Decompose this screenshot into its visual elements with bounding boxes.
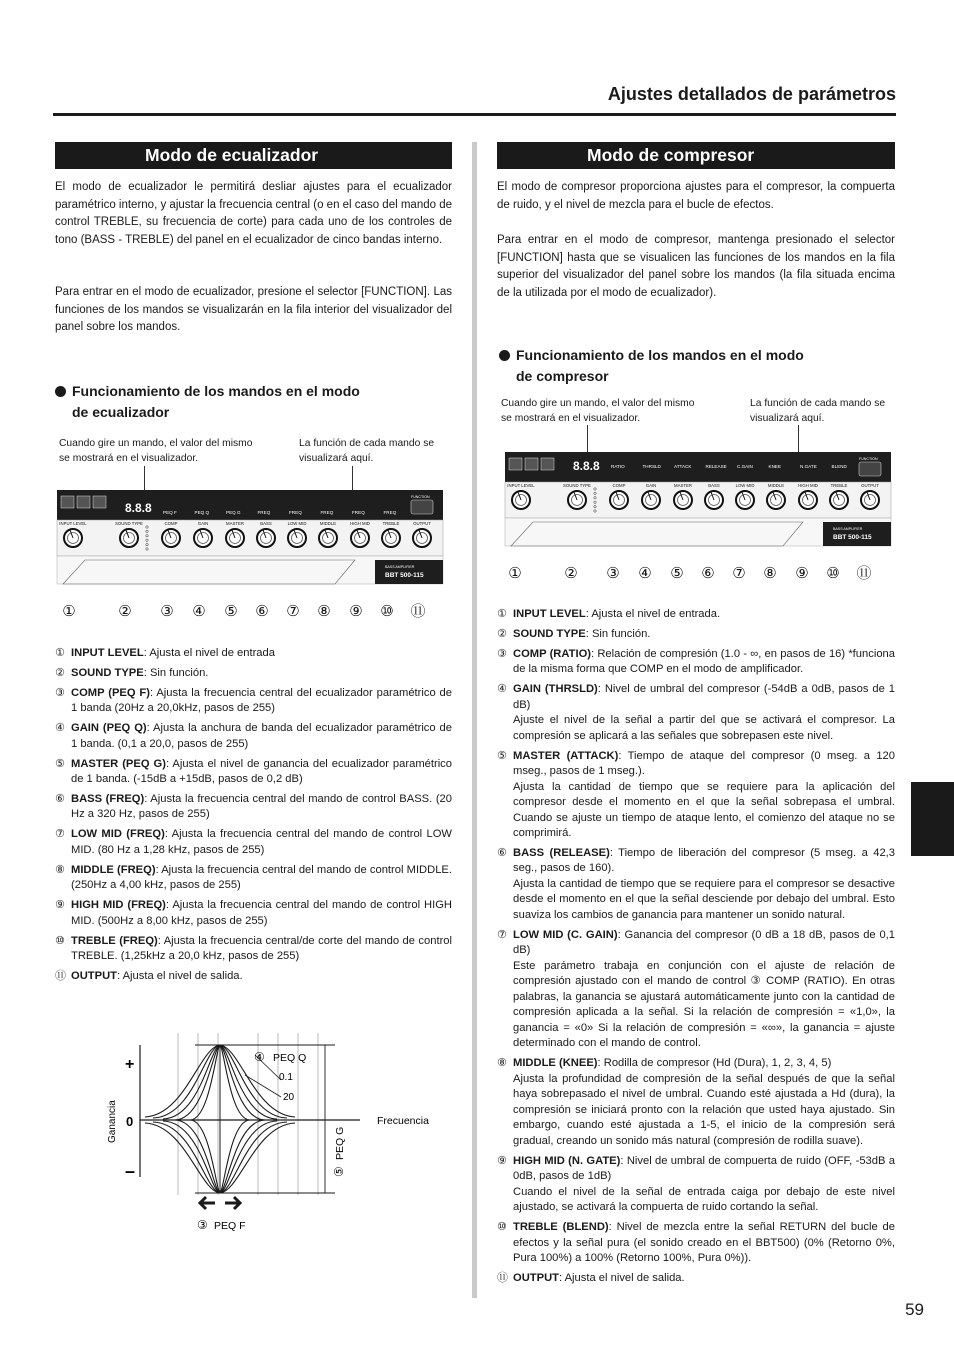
item-description: : Nivel de mezcla entre la señal RETURN del bucle de efectos y la señal pura (el sonido creado en el BBT500) (0% (Retorno 0%, Pura 100%) a 100% (Retorno 100%, Pura 0%)).	[513, 1221, 896, 1265]
item-name: TREBLE (BLEND)	[513, 1221, 609, 1234]
item-number: ⑪	[497, 1271, 508, 1284]
item-number: ③	[55, 686, 65, 699]
panel-display-label: N.GATE	[800, 464, 817, 469]
item-name: COMP (PEQ F)	[71, 686, 150, 699]
eq-list-item	[55, 827, 452, 858]
panel-display-label: C.GAIN	[737, 464, 753, 469]
panel-display-label: THRSLD	[642, 464, 661, 469]
item-description: : Ajusta la frecuencia central/de corte del mando de control TREBLE. (1,25kHz a 20,0 kHz, pasos de 255)	[71, 934, 452, 963]
item-name: MASTER (ATTACK)	[513, 749, 619, 762]
eq-list-item	[55, 934, 452, 965]
panel-callout-number: ④	[638, 565, 652, 582]
item-number: ④	[55, 722, 65, 735]
panel-preset-button[interactable]	[541, 458, 554, 470]
item-name: MIDDLE (FREQ)	[71, 863, 156, 876]
peq-f-label: PEQ F	[214, 1220, 246, 1232]
panel-knob-label: HIGH MID	[798, 483, 818, 488]
comp-subheading	[499, 345, 899, 387]
item-number: ①	[55, 647, 65, 659]
eq-panel-illustration	[55, 488, 445, 623]
panel-knob-label: SOUND TYPE	[563, 483, 591, 488]
comp-list-item	[497, 627, 895, 643]
panel-display-label: KNEE	[768, 464, 782, 469]
panel-knob-label: COMP	[164, 521, 178, 526]
item-description: : Sin función.	[585, 627, 651, 640]
panel-display-label: RELEASE	[705, 464, 727, 469]
item-number: ②	[497, 627, 507, 640]
panel-knob-label: INPUT LEVEL	[507, 483, 535, 488]
panel-callout-number: ③	[606, 565, 620, 582]
peq-q-label: PEQ Q	[273, 1052, 307, 1064]
item-note: Ajusta la cantidad de tiempo que se requiere para el compresor se desactive desde el momento en el que la señal desciende por debajo del umbral. Esto suaviza los cambios de ganancia para mantener un sonido natural.	[513, 877, 895, 921]
panel-knob-label: OUTPUT	[413, 521, 431, 526]
item-description: : Ajusta la frecuencia central del ecualizador paramétrico de 1 banda (20Hz a 20,0kHz, pasos de 255)	[71, 686, 452, 715]
comp-list-item	[497, 1220, 895, 1267]
item-name: LOW MID (FREQ)	[71, 828, 165, 841]
item-name: SOUND TYPE	[513, 627, 586, 640]
panel-callout-number: ⑥	[255, 603, 269, 620]
item-number: ⑤	[497, 749, 507, 762]
item-number: ⑥	[497, 846, 507, 859]
panel-display-label: PEQ Q	[194, 510, 210, 515]
panel-model-name: BBT 500-115	[385, 572, 424, 579]
panel-knob-label: SOUND TYPE	[115, 521, 143, 526]
item-name: TREBLE (FREQ)	[71, 934, 158, 947]
item-number: ④	[497, 683, 507, 696]
panel-preset-button[interactable]	[77, 496, 90, 508]
item-description: : Ajusta el nivel de entrada.	[585, 608, 721, 620]
item-number: ⑧	[497, 1057, 507, 1070]
item-name: HIGH MID (FREQ)	[71, 899, 166, 912]
eq-list-item	[55, 969, 452, 985]
peq-f-num: ③	[197, 1218, 208, 1232]
function-button[interactable]	[411, 500, 433, 514]
panel-model-small: BASS AMPLIFIER	[385, 565, 415, 569]
panel-knob-label: GAIN	[645, 483, 657, 488]
item-number: ⑦	[55, 828, 65, 841]
eq-intro-1: El modo de ecualizador le permitirá desliar ajustes para el ecualizador paramétrico interno, y ajustar la frecuencia central (o en el caso del mando de control TREBLE, su frecuencia de corte) para cada uno de los controles de tono (BASS - TREBLE) del panel en el ecualizador de cinco bandas interno.	[55, 181, 452, 246]
peq-q-num: ④	[254, 1050, 265, 1064]
comp-intro-1: El modo de compresor proporciona ajustes para el compresor, la compuerta de ruido, y el nivel de mezcla para el bucle de efectos.	[497, 181, 895, 211]
panel-knob-label: INPUT LEVEL	[59, 521, 87, 526]
comp-amp-panel	[503, 450, 893, 585]
eq-callout-left: Cuando gire un mando, el valor del mismo se mostrará en el visualizador.	[59, 438, 253, 464]
item-name: MASTER (PEQ G)	[71, 757, 166, 770]
eq-amp-panel	[55, 488, 445, 623]
item-name: GAIN (PEQ Q)	[71, 722, 147, 735]
panel-model-name: BBT 500-115	[833, 534, 872, 541]
peq-graph	[95, 1025, 455, 1235]
panel-callout-number: ⑩	[380, 603, 394, 620]
item-number: ①	[497, 608, 507, 620]
item-name: GAIN (THRSLD)	[513, 683, 598, 696]
comp-list-item	[497, 647, 895, 678]
panel-display-label: FREQ	[320, 510, 334, 515]
item-description: : Ajusta el nivel de salida.	[117, 969, 243, 982]
comp-list-item	[497, 749, 895, 842]
item-description: : Sin función.	[143, 666, 209, 679]
bullet-icon	[499, 350, 510, 361]
panel-display-label: BLEND	[831, 464, 847, 469]
bullet-icon	[55, 386, 66, 397]
eq-section-title: Modo de ecualizador	[55, 142, 452, 169]
panel-callout-number: ①	[62, 603, 76, 620]
item-description: : Nivel de umbral de compuerta de ruido (OFF, -53dB a 0dB, pasos de 1dB)	[513, 1154, 896, 1183]
panel-display-label: RATIO	[611, 464, 625, 469]
panel-knob-label: BASS	[708, 483, 720, 488]
item-number: ③	[497, 647, 507, 660]
comp-list-item	[497, 1056, 895, 1149]
panel-callout-number: ⑪	[856, 565, 872, 582]
panel-callout-number: ⑤	[224, 603, 238, 620]
panel-display-label: FREQ	[352, 510, 365, 515]
item-note: Ajusta la cantidad de tiempo que se requiere para la aplicación del compresor desde el momento en el que la señal sobrepasa el umbral. Cuando se ajuste un tiempo de ataque lento, el comienzo del ataque no se comprimirá.	[513, 780, 895, 840]
panel-display-label: ATTACK	[674, 464, 692, 469]
comp-subheading-line2: de compresor	[516, 368, 609, 384]
panel-knob-label: TREBLE	[830, 483, 848, 488]
item-name: COMP (RATIO)	[513, 647, 592, 660]
comp-intro-2: Para entrar en el modo de compresor, mantenga presionado el selector [FUNCTION] hasta que se visualicen las funciones de los mandos en la fila superior del visualizador del panel sobre los mandos (la fila situada encima de la utilizada por el modo de ecualizador).	[497, 234, 895, 299]
panel-knob-label: MASTER	[674, 483, 692, 488]
function-button-label: FUNCTION	[411, 495, 430, 499]
panel-knob-label: TREBLE	[382, 521, 400, 526]
item-number: ⑨	[497, 1154, 507, 1167]
item-name: SOUND TYPE	[71, 666, 144, 679]
eq-list-item	[55, 721, 452, 752]
comp-list-item	[497, 846, 895, 924]
section-thumb-tab	[911, 782, 954, 856]
panel-callout-number: ①	[508, 565, 522, 582]
eq-subheading	[55, 381, 455, 423]
item-name: BASS (FREQ)	[71, 792, 145, 805]
item-name: BASS (RELEASE)	[513, 846, 610, 859]
graph-minus-label: –	[125, 1161, 136, 1181]
eq-list-item	[55, 686, 452, 717]
graph-plus-label: +	[125, 1056, 135, 1073]
item-number: ⑦	[497, 928, 507, 941]
panel-callout-number: ③	[160, 603, 174, 620]
item-number: ⑨	[55, 899, 65, 912]
item-number: ⑩	[55, 934, 65, 947]
panel-display-digits: 8.8.8	[573, 459, 600, 473]
panel-display-label: FREQ	[257, 510, 271, 515]
comp-callout-right: La función de cada mando se visualizará aquí.	[750, 398, 886, 424]
item-description: : Rodilla de compresor (Hd (Dura), 1, 2, 3, 4, 5)	[597, 1057, 832, 1070]
panel-callout-number: ⑧	[763, 565, 777, 582]
item-description: : Ajusta el nivel de salida.	[559, 1271, 685, 1284]
panel-callout-number: ⑨	[795, 565, 809, 582]
item-note: Ajuste el nivel de la señal a partir del que se activará el compresor. La compresión se aplicará a las señales que sobrepasen este nivel.	[513, 714, 895, 742]
comp-list-item	[497, 682, 895, 744]
comp-panel-illustration	[503, 450, 893, 585]
page-header-title: Ajustes detallados de parámetros	[607, 84, 896, 104]
header-rule	[53, 113, 896, 116]
item-description: : Ajusta el nivel de ganancia del ecualizador paramétrico de 1 banda. (-15dB a +15dB, pasos de 0,2 dB)	[71, 757, 452, 786]
panel-callout-number: ⑨	[349, 603, 363, 620]
function-button[interactable]	[859, 462, 881, 476]
panel-preset-button[interactable]	[93, 496, 106, 508]
panel-display-label: PEQ G	[226, 510, 241, 515]
panel-preset-button[interactable]	[61, 496, 74, 508]
item-description: : Tiempo de ataque del compresor (0 mseg. a 120 mseg., pasos de 1 mseg.).	[513, 749, 895, 778]
eq-knob-list	[55, 646, 452, 989]
panel-callout-number: ⑦	[732, 565, 746, 582]
item-number: ⑩	[497, 1221, 507, 1234]
item-number: ⑧	[55, 863, 65, 876]
item-name: MIDDLE (KNEE)	[513, 1057, 598, 1070]
item-number: ⑪	[55, 969, 66, 982]
item-name: INPUT LEVEL	[71, 647, 144, 659]
function-button-label: FUNCTION	[859, 457, 878, 461]
item-description: : Ajusta la frecuencia central del mando de control HIGH MID. (500Hz a 8,00 kHz, pasos de 255)	[71, 899, 452, 927]
comp-list-item	[497, 1271, 895, 1287]
peq-g-num: ⑤	[332, 1166, 346, 1177]
comp-subheading-line1: Funcionamiento de los mandos en el modo	[516, 347, 804, 363]
graph-x-label: Frecuencia	[377, 1115, 429, 1127]
panel-display-label: FREQ	[289, 510, 302, 515]
panel-callout-number: ⑥	[701, 565, 715, 582]
item-number: ⑥	[55, 792, 65, 805]
panel-callout-number: ⑧	[317, 603, 331, 620]
panel-callout-number: ⑩	[826, 565, 840, 582]
item-name: OUTPUT	[71, 969, 117, 982]
eq-list-item	[55, 666, 452, 682]
page-number: 59	[905, 1300, 924, 1319]
item-description: : Ajusta la anchura de banda del ecualizador paramétrico de 1 banda. (0,1 a 20,0, pasos de 255)	[71, 722, 452, 750]
item-number: ⑤	[55, 757, 65, 770]
item-description: : Ajusta la frecuencia central del mando de control MIDDLE. (250Hz a 4,00 kHz, pasos de 255)	[71, 863, 452, 892]
eq-list-item	[55, 898, 452, 929]
item-name: LOW MID (C. GAIN)	[513, 928, 618, 941]
comp-list-item	[497, 1154, 895, 1216]
comp-list-item	[497, 928, 895, 1052]
comp-section-title: Modo de compresor	[497, 142, 895, 169]
peq-q-high: 20	[283, 1092, 295, 1103]
item-number: ②	[55, 666, 65, 679]
eq-callout-right: La función de cada mando se visualizará aquí.	[299, 438, 435, 464]
graph-y-label: Ganancia	[107, 1100, 118, 1143]
peq-g-label: PEQ G	[334, 1126, 346, 1160]
peq-q-low: 0.1	[279, 1072, 293, 1083]
panel-callout-number: ②	[564, 565, 578, 582]
item-description: : Relación de compresión (1.0 - ∞, en pasos de 16) *funciona de la misma forma que COMP en el modo de amplificador.	[513, 647, 895, 676]
item-description: : Nivel de umbral del compresor (-54dB a 0dB, pasos de 1 dB)	[513, 683, 895, 711]
item-description: : Ganancia del compresor (0 dB a 18 dB, pasos de 0,1 dB)	[513, 928, 895, 957]
comp-list-item	[497, 607, 895, 623]
item-note: Ajusta la profundidad de compresión de la señal después de que la señal haya sobrepasado el nivel de umbral. Cuando esté ajustada a Hd (dura), la compresión se iniciará pronto con la relación que usted haya ajustado. Sin embargo, cuando esté ajustada a 1-5, el inicio de la compresión será gradual, creando un sonido más natural (compresión de rodilla suave).	[513, 1072, 895, 1147]
panel-knob-label: LOW MID	[287, 521, 307, 526]
item-description: : Tiempo de liberación del compresor (5 mseg. a 42,3 seg., pasos de 160).	[513, 846, 895, 875]
panel-display-label: FREQ	[383, 510, 397, 515]
item-note: Este parámetro trabaja en conjunción con el ajuste de relación de compresión ajustado con el mando de control ③ COMP (RATIO). En otras palabras, la ganancia se ajustará automáticamente junto con la cantidad de compresión aplicada a la señal. Si la relación de compresión = «1,0», la ganancia = «0» Si la relación de compresión = «∞», la ganancia = ajuste determinado con el mando de control.	[513, 959, 895, 1050]
panel-display-strip	[57, 490, 443, 520]
eq-list-item	[55, 863, 452, 894]
panel-knob-label: COMP	[612, 483, 626, 488]
panel-knob-label: HIGH MID	[350, 521, 370, 526]
comp-knob-list	[497, 607, 895, 1291]
item-description: : Ajusta la frecuencia central del mando de control LOW MID. (80 Hz a 1,28 kHz, pasos de 255)	[71, 828, 452, 856]
item-name: OUTPUT	[513, 1271, 559, 1284]
eq-subheading-line1: Funcionamiento de los mandos en el modo	[72, 383, 360, 399]
item-name: INPUT LEVEL	[513, 608, 586, 620]
panel-callout-number: ⑪	[410, 603, 426, 620]
item-note: Cuando el nivel de la señal de entrada caiga por debajo de este nivel ajustado, se activará la compuerta de ruido cortando la señal.	[513, 1185, 895, 1214]
eq-list-item	[55, 757, 452, 788]
eq-subheading-line2: de ecualizador	[72, 404, 170, 420]
panel-callout-number: ⑤	[670, 565, 684, 582]
eq-list-item	[55, 646, 452, 662]
panel-preset-button[interactable]	[525, 458, 538, 470]
column-divider	[472, 142, 477, 1298]
panel-knob-label: GAIN	[197, 521, 209, 526]
eq-list-item	[55, 792, 452, 823]
comp-callout-left: Cuando gire un mando, el valor del mismo se mostrará en el visualizador.	[501, 398, 695, 424]
eq-intro-2: Para entrar en el modo de ecualizador, presione el selector [FUNCTION]. Las funciones de los mandos se visualizarán en la fila interior del visualizador del panel sobre los mandos.	[55, 286, 452, 334]
panel-model-small: BASS AMPLIFIER	[833, 527, 863, 531]
item-name: HIGH MID (N. GATE)	[513, 1154, 621, 1167]
panel-callout-number: ⑦	[286, 603, 300, 620]
panel-callout-number: ④	[192, 603, 206, 620]
panel-knob-label: MASTER	[226, 521, 244, 526]
panel-preset-button[interactable]	[509, 458, 522, 470]
panel-display-label: PEQ F	[163, 510, 177, 515]
panel-display-digits: 8.8.8	[125, 501, 152, 515]
panel-knob-label: OUTPUT	[861, 483, 879, 488]
panel-knob-label: MIDDLE	[767, 483, 785, 488]
item-description: : Ajusta la frecuencia central del mando de control BASS. (20 Hz a 320 Hz, pasos de 255)	[71, 792, 453, 821]
panel-knob-label: LOW MID	[735, 483, 755, 488]
panel-callout-number: ②	[118, 603, 132, 620]
graph-zero-label: 0	[126, 1114, 134, 1129]
panel-knob-label: MIDDLE	[319, 521, 337, 526]
panel-knob-label: BASS	[260, 521, 272, 526]
item-description: : Ajusta el nivel de entrada	[143, 647, 275, 659]
